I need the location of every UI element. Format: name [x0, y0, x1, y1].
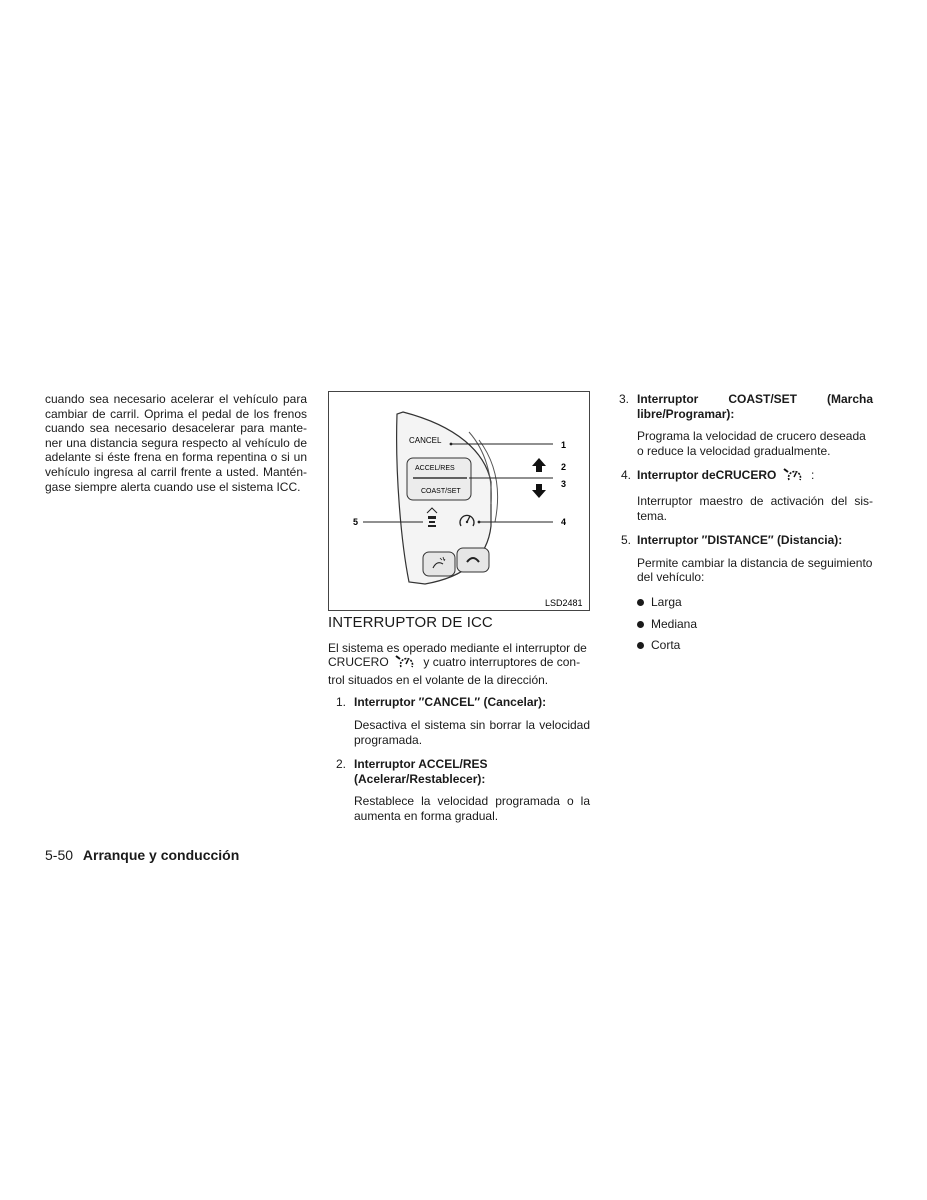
arrow-up-icon [532, 458, 546, 472]
item-2-heading: Interruptor ACCEL/RES (Acelerar/Restablecer): [354, 757, 488, 786]
talk-button-shape [423, 552, 455, 576]
item-3-heading: Interruptor COAST/SET (Marcha libre/Programar): [637, 392, 873, 421]
cruise-icon [783, 468, 805, 486]
list-item: Larga [637, 595, 873, 610]
item-4-body: Interruptor maestro de activación del sis- tema. [637, 493, 873, 523]
distance-options-list [619, 595, 873, 653]
figure-code: LSD2481 [545, 598, 583, 608]
section-title: INTERRUPTOR DE ICC [328, 614, 493, 631]
item-5-body: Permite cambiar la distancia de seguimiento del vehículo: [637, 555, 873, 585]
chapter-title: Arranque y conducción [82, 847, 240, 863]
list-item: Mediana [637, 617, 873, 632]
section-intro: El sistema es operado mediante el interruptor de CRUCERO y cuatro interruptores de con- trol situados en el volante de la dirección. [328, 640, 587, 687]
middle-column [328, 391, 590, 834]
item-2-body: Restablece la velocidad programada o la aumenta en forma gradual. [354, 794, 590, 823]
left-column [45, 392, 307, 502]
callout-5: 5 [353, 517, 359, 527]
cancel-label: CANCEL [409, 436, 442, 445]
callout-3: 3 [561, 479, 567, 489]
cruise-switch-dot [478, 521, 481, 524]
page-footer [45, 846, 239, 864]
callout-1: 1 [561, 440, 567, 450]
continuation-paragraph: cuando sea necesario acelerar el vehículo para cambiar de carril. Oprima el pedal de los frenos cuando sea necesario desacelerar para mante- ner una distancia segura respecto al vehículo de adelante si éste frena en forma repentina o si un vehículo ingresa al carril frente a usted. Mantén- gase siempre alerta cuando use el sistema ICC. [45, 392, 307, 494]
list-item-1: 1. Interruptor ″CANCEL″ (Cancelar): [335, 695, 547, 710]
page-number: 5-50 [45, 847, 74, 863]
accel-res-label: ACCEL/RES [415, 465, 455, 472]
list-item-3: 3. Interruptor COAST/SET (Marcha libre/Programar): [619, 392, 873, 421]
list-item-2: 2. Interruptor ACCEL/RES (Acelerar/Restablecer): [335, 757, 488, 786]
cruise-icon [395, 655, 417, 673]
item-1-body: Desactiva el sistema sin borrar la velocidad programada. [354, 717, 590, 747]
phone-button-shape [457, 548, 489, 572]
list-item-5: 5. Interruptor ″DISTANCE″ (Distancia): [620, 533, 843, 548]
right-column [619, 392, 873, 660]
steering-switch-illustration [329, 392, 591, 612]
list-item-4: 4. Interruptor deCRUCERO : [619, 468, 873, 486]
list-item: Corta [637, 638, 873, 653]
callout-4: 4 [561, 517, 567, 527]
item-1-heading: Interruptor ″CANCEL″ (Cancelar): [354, 695, 547, 710]
item-4-heading: Interruptor deCRUCERO [637, 468, 777, 483]
callout-2: 2 [561, 462, 567, 472]
cancel-switch-dot [450, 443, 453, 446]
arrow-down-icon [532, 484, 546, 498]
steering-switch-figure [328, 391, 590, 611]
item-3-body: Programa la velocidad de crucero deseada o reduce la velocidad gradualmente. [637, 429, 866, 458]
coast-set-label: COAST/SET [421, 488, 461, 495]
item-5-heading: Interruptor ″DISTANCE″ (Distancia): [637, 533, 843, 548]
